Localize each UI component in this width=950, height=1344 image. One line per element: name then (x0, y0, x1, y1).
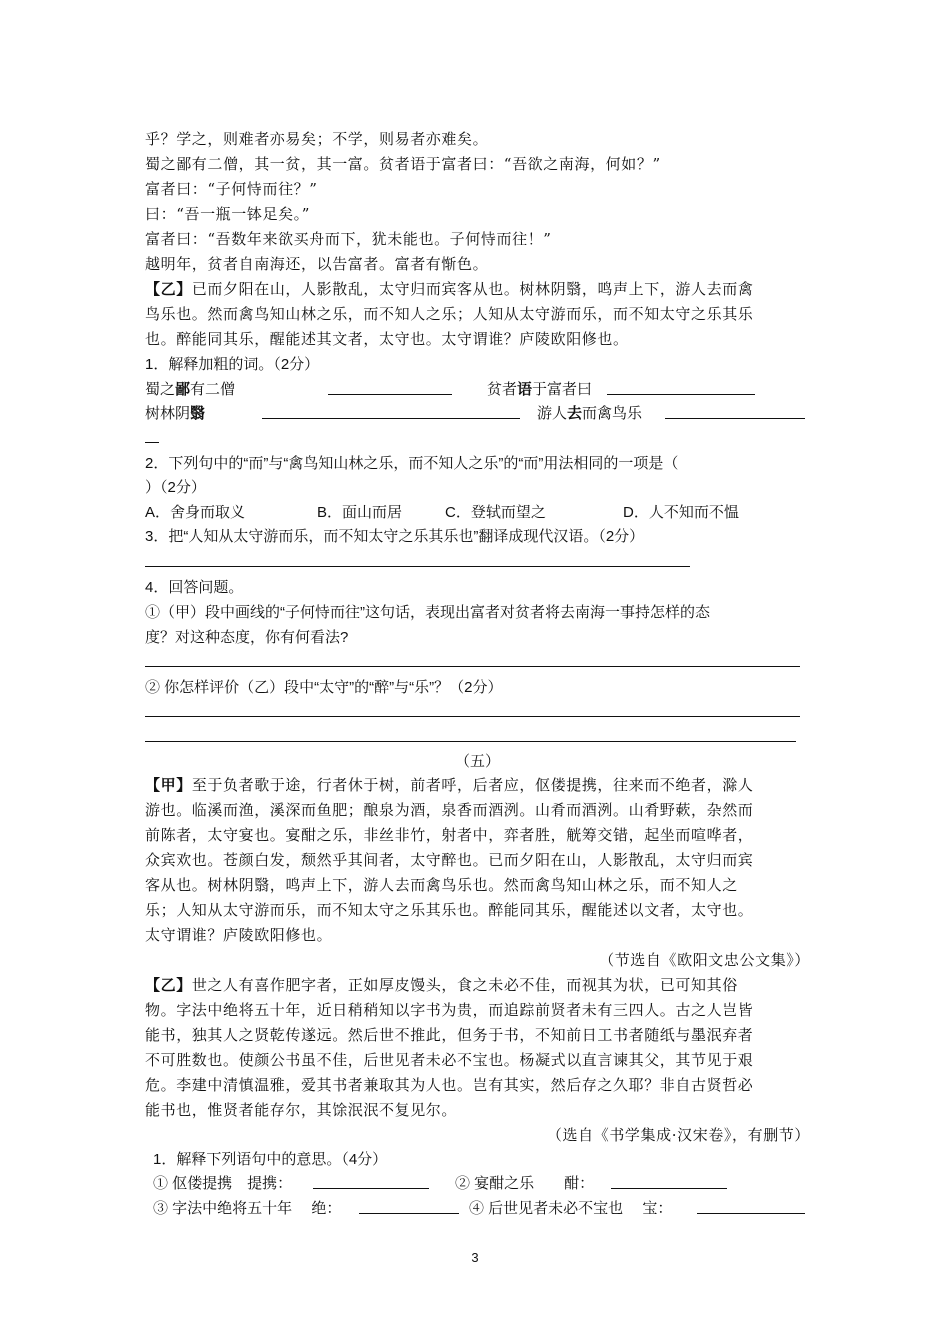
jia-line: 众宾欢也。苍颜白发，颓然乎其间者，太守醉也。已而夕阳在山，人影散乱，太守归而宾 (145, 851, 754, 869)
option-b[interactable]: B．面山而居 (317, 504, 403, 521)
answer-line[interactable] (145, 716, 800, 717)
answer-line[interactable] (145, 741, 796, 742)
passage-yi-line: 【乙】已而夕阳在山，人影散乱，太守归而宾客从也。树林阴翳，鸣声上下，游人去而禽 (145, 280, 754, 298)
answer-blank[interactable] (145, 428, 159, 443)
yi-line: 能书也，惟贤者能存尔，其馀泯泯不复见尔。 (145, 1101, 458, 1119)
yi-line: 【乙】世之人有喜作肥字者，正如厚皮馒头，食之未必不佳，而视其为状，已可知其俗 (145, 976, 738, 994)
page-number: 3 (471, 1250, 479, 1265)
answer-blank[interactable] (262, 404, 520, 419)
answer-line[interactable] (145, 566, 690, 567)
option-c[interactable]: C．登轼而望之 (445, 504, 546, 521)
answer-blank[interactable] (359, 1199, 459, 1214)
option-d[interactable]: D．人不知而不愠 (623, 504, 739, 521)
section-label: 【乙】 (145, 976, 192, 994)
section-label: 【甲】 (145, 776, 192, 794)
q1-item-b: ② 宴酣之乐 酣： (455, 1175, 595, 1192)
q1-item-c: 树林阴翳 (145, 405, 206, 422)
answer-blank[interactable] (697, 1199, 805, 1214)
jia-line: 乐；人知从太守游而乐，而不知太守之乐其乐也。醉能同其乐，醒能述以文者，太守也。 (145, 901, 754, 919)
jia-line: 太守谓谁？庐陵欧阳修也。 (145, 926, 333, 944)
jia-line: 游也。临溪而渔，溪深而鱼肥；酿泉为酒，泉香而酒洌。山肴而酒洌。山肴野蔌，杂然而 (145, 801, 754, 819)
source-citation: （节选自《欧阳文忠公文集》） (599, 951, 810, 969)
question-1: 1．解释下列语句中的意思。（4分） (153, 1151, 388, 1168)
answer-blank[interactable] (313, 1174, 429, 1189)
question-4-2: ② 你怎样评价（乙）段中“太守”的“醉”与“乐”？（2分） (145, 679, 503, 696)
source-citation: （选自《书学集成·汉宋卷》，有删节） (546, 1126, 810, 1144)
jia-line: 【甲】至于负者歌于途，行者休于树，前者呼，后者应，伛偻提携，往来而不绝者，滁人 (145, 776, 754, 794)
passage-yi-line: 也。醉能同其乐，醒能述其文者，太守也。太守谓谁？庐陵欧阳修也。 (145, 330, 629, 348)
passage-yi-line: 鸟乐也。然而禽鸟知山林之乐，而不知人之乐；人知从太守游而乐，而不知太守之乐其乐 (145, 305, 754, 323)
passage-line: 乎？学之，则难者亦易矣；不学，则易者亦难矣。 (145, 130, 489, 148)
question-1: 1．解释加粗的词。（2分） (145, 356, 320, 373)
question-4-1-cont: 度？对这种态度，你有何看法? (145, 629, 349, 646)
question-4: 4．回答问题。 (145, 579, 244, 596)
answer-blank[interactable] (665, 404, 805, 419)
answer-line[interactable] (145, 666, 800, 667)
question-3: 3．把“人知从太守游而乐，而不知太守之乐其乐也”翻译成现代汉语。（2分） (145, 528, 645, 545)
q1-item-b: 贫者语于富者曰 (487, 381, 593, 398)
passage-line: 富者曰：“吾数年来欲买舟而下，犹未能也。子何恃而往！” (145, 230, 552, 248)
q1-item-c: ③ 字法中绝将五十年 绝： (153, 1200, 342, 1217)
passage-line: 富者曰：“子何恃而往？” (145, 180, 318, 198)
passage-line: 越明年，贫者自南海还，以告富者。富者有惭色。 (145, 255, 489, 273)
jia-line: 客从也。树林阴翳，鸣声上下，游人去而禽鸟乐也。然而禽鸟知山林之乐，而不知人之 (145, 876, 738, 894)
question-2: 2．下列句中的“而”与“禽鸟知山林之乐，而不知人之乐”的“而”用法相同的一项是（ (145, 455, 679, 472)
yi-line: 能书，独其人之贤乾传遂远。然后世不推此，但务于书，不知前日工书者随纸与墨泯弃者 (145, 1026, 754, 1044)
answer-blank[interactable] (328, 380, 452, 395)
passage-line: 曰：“吾一瓶一钵足矣。” (145, 205, 311, 223)
option-a[interactable]: A．舍身而取义 (145, 504, 246, 521)
section-heading: （五） (454, 753, 500, 770)
yi-line: 物。字法中绝将五十年，近日稍稍知以字书为贵，而追踪前贤者未有三四人。古之人岂皆 (145, 1001, 754, 1019)
q1-item-a: 蜀之鄙有二僧 (145, 381, 236, 398)
question-2-cont: ）（2分） (145, 479, 206, 496)
yi-line: 危。李建中清慎温雅，爱其书者兼取其为人也。岂有其实，然后存之久耶？非自古贤哲必 (145, 1076, 754, 1094)
q1-item-d: 游人去而禽鸟乐 (537, 405, 643, 422)
passage-line: 蜀之鄙有二僧，其一贫，其一富。贫者语于富者曰：“吾欲之南海，何如？” (145, 155, 661, 173)
q1-item-d: ④ 后世见者未必不宝也 宝： (469, 1200, 673, 1217)
jia-line: 前陈者，太守宴也。宴酣之乐，非丝非竹，射者中，弈者胜，觥筹交错，起坐而喧哗者， (145, 826, 754, 844)
yi-line: 不可胜数也。使颜公书虽不佳，后世见者未必不宝也。杨凝式以直言谏其父，其节见于艰 (145, 1051, 754, 1069)
answer-blank[interactable] (611, 1174, 727, 1189)
answer-blank[interactable] (607, 380, 755, 395)
section-label: 【乙】 (145, 280, 192, 298)
q1-item-a: ① 伛偻提携 提携： (153, 1175, 293, 1192)
question-4-1: ①（甲）段中画线的“子何恃而往”这句话，表现出富者对贫者将去南海一事持怎样的态 (145, 604, 710, 621)
